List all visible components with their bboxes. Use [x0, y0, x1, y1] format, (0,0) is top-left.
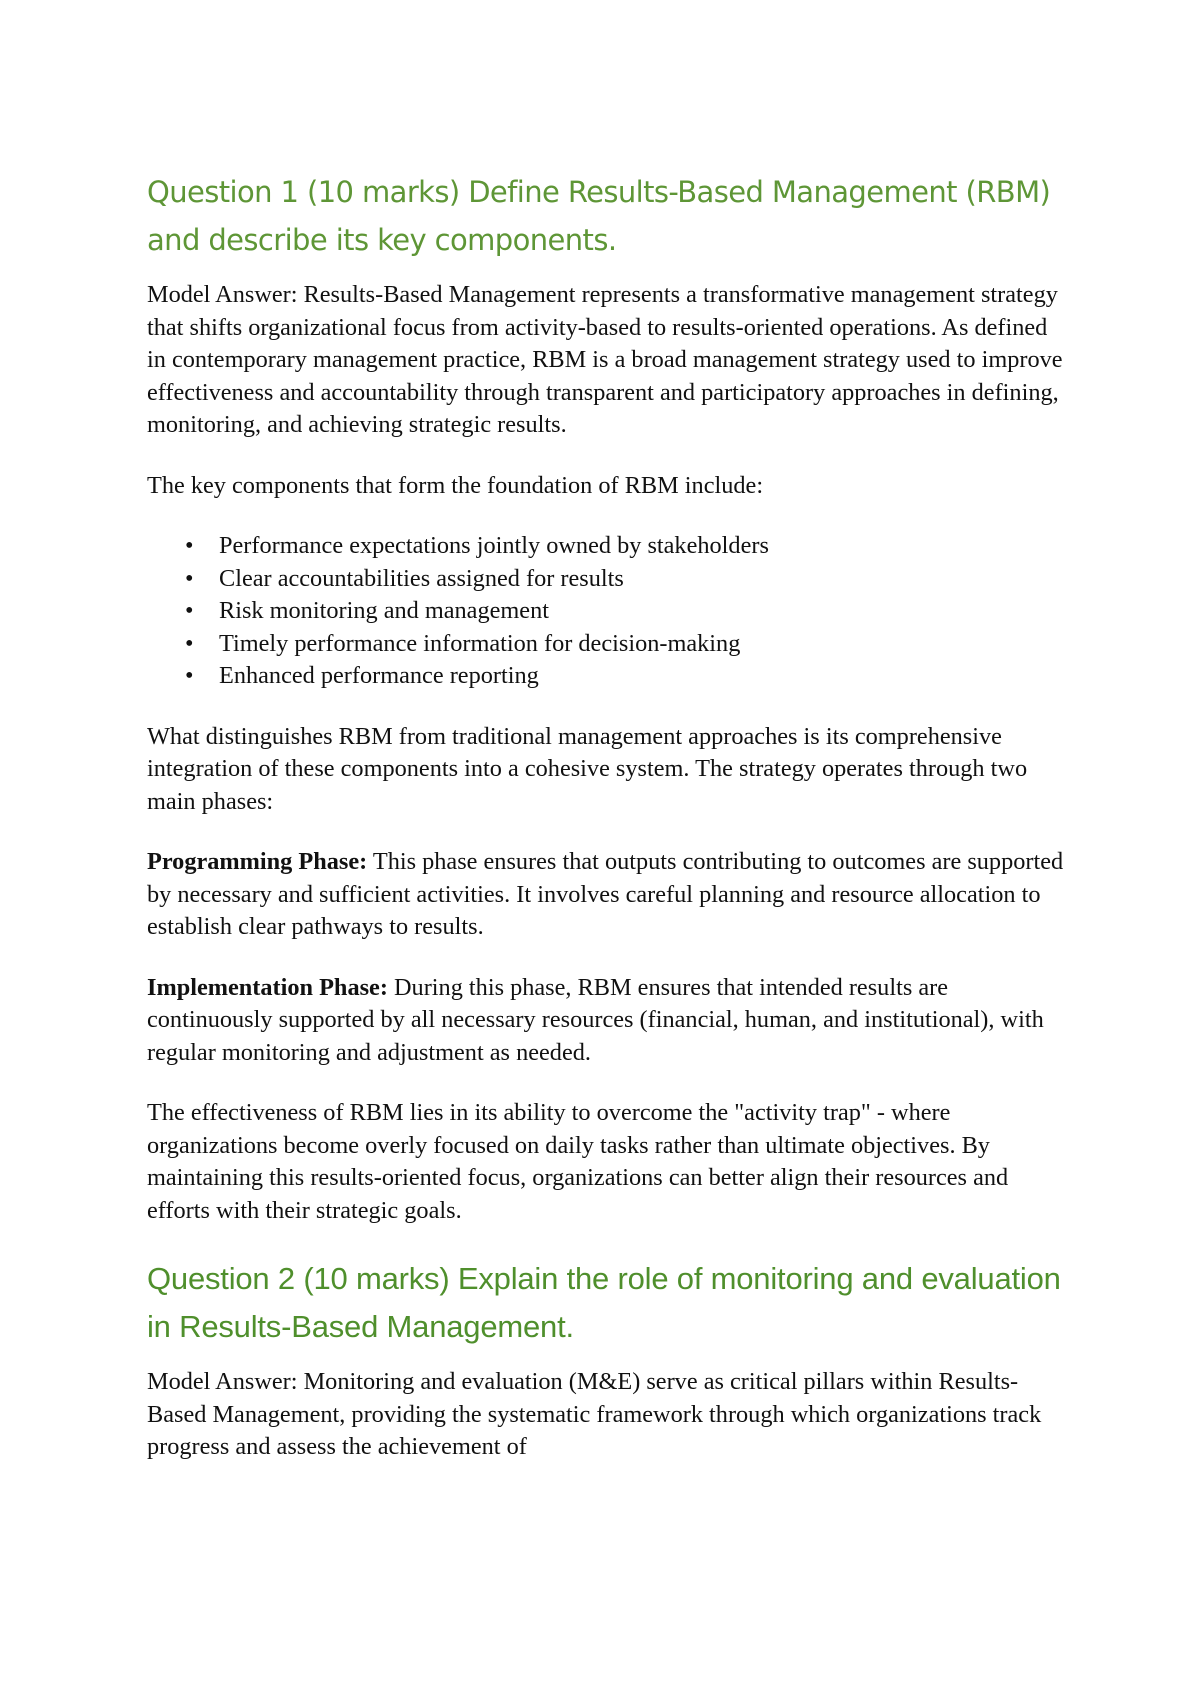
list-item	[147, 530, 1072, 563]
question-2-heading: Question 2 (10 marks) Explain the role of monitoring and evaluation in Results-Based Management.	[147, 1261, 1061, 1344]
list-item	[147, 563, 1072, 596]
question-2-model-answer: Model Answer: Monitoring and evaluation (M&E) serve as critical pillars within Results-Based Management, providing the systematic framework through which organizations track progress and assess the achievement of	[147, 1368, 1042, 1460]
key-components-lead: The key components that form the foundation of RBM include:	[147, 471, 764, 499]
question-1-model-answer: Model Answer: Results-Based Management represents a transformative management strategy that shifts organizational focus from activity-based to results-oriented operations. As defined in contemporary management practice, RBM is a broad management strategy used to improve effectiveness and accountability through transparent and participatory approaches in defining, monitoring, and achieving strategic results.	[147, 281, 1063, 438]
distinguish-paragraph: What distinguishes RBM from traditional management approaches is its comprehensive integration of these components into a cohesive system. The strategy operates through two main phases:	[147, 722, 1028, 815]
implementation-phase-label: Implementation Phase:	[147, 973, 388, 1001]
programming-phase-label: Programming Phase:	[147, 848, 368, 875]
list-item	[147, 660, 1072, 693]
bullet-icon: •	[185, 597, 194, 624]
list-item-text: Enhanced performance reporting	[219, 662, 539, 689]
list-item-text: Clear accountabilities assigned for results	[219, 564, 624, 592]
list-item-text: Timely performance information for decision-making	[219, 629, 741, 657]
programming-phase-paragraph	[147, 846, 1072, 944]
bullet-icon: •	[185, 662, 194, 689]
list-item-text: Risk monitoring and management	[219, 597, 549, 624]
implementation-phase-text: During this phase, RBM ensures that intended results are continuously supported by all necessary resources (financial, human, and institutional), with regular monitoring and adjustment as needed.	[147, 973, 1044, 1066]
key-components-list	[147, 530, 1072, 693]
bullet-icon: •	[185, 629, 194, 657]
bullet-icon: •	[185, 564, 194, 592]
list-item	[147, 595, 1072, 628]
bullet-icon: •	[185, 532, 194, 559]
programming-phase-text: This phase ensures that outputs contributing to outcomes are supported by necessary and sufficient activities. It involves careful planning and resource allocation to establish clear pathways to results.	[147, 848, 1064, 940]
effectiveness-paragraph: The effectiveness of RBM lies in its ability to overcome the "activity trap" - where organizations become overly focused on daily tasks rather than ultimate objectives. By maintaining this results-oriented focus, organizations can better align their resources and efforts with their strategic goals.	[147, 1099, 1009, 1224]
list-item	[147, 628, 1072, 661]
question-1-heading: Question 1 (10 marks) Define Results-Based Management (RBM) and describe its key components.	[147, 175, 1051, 257]
implementation-phase-paragraph	[147, 972, 1072, 1070]
list-item-text: Performance expectations jointly owned by stakeholders	[219, 532, 769, 559]
document-page	[147, 168, 1072, 1492]
